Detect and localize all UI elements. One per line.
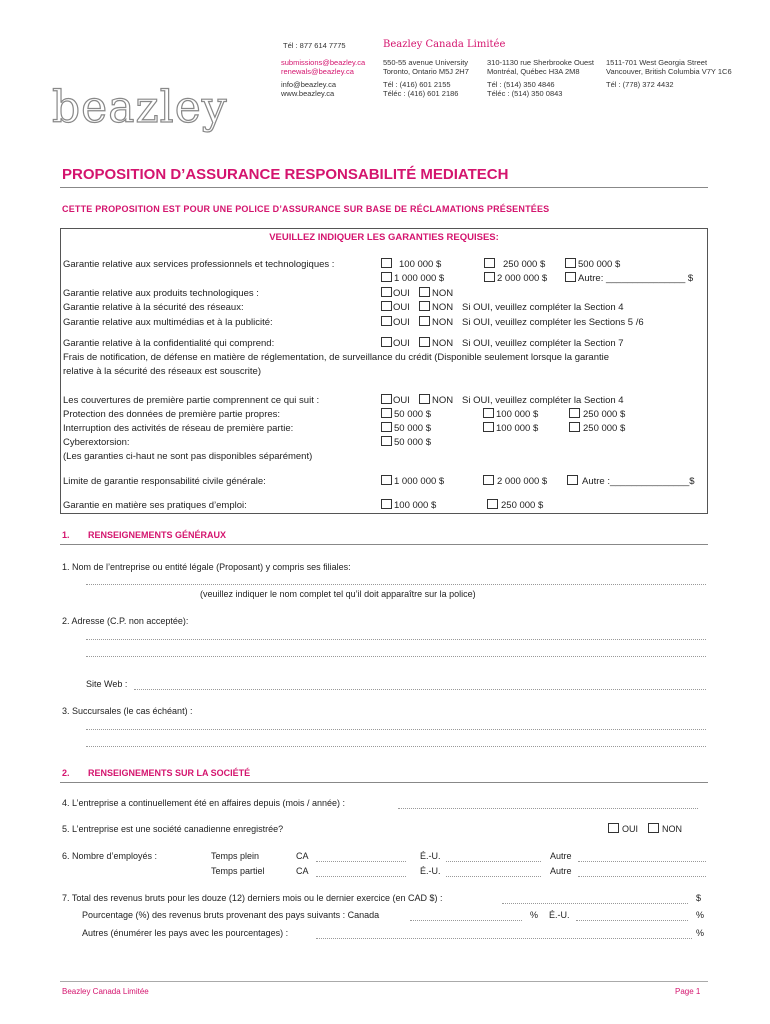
footer-page-number: Page 1 — [675, 987, 701, 996]
privacy-note: Si OUI, veuillez compléter la Section 7 — [462, 338, 624, 349]
cyber-50k-checkbox[interactable] — [381, 436, 392, 446]
others-label: Autres (énumérer les pays avec les pourcentages) : — [82, 928, 289, 938]
gl-other-checkbox[interactable] — [567, 475, 578, 485]
products-non-label: NON — [432, 288, 454, 299]
prof-2m-label: 2 000 000 $ — [497, 273, 548, 284]
first-party-note: Si OUI, veuillez compléter la Section 4 — [462, 395, 624, 406]
prof-250k-label: 250 000 $ — [503, 259, 546, 270]
gl-label: Limite de garantie responsabilité civile générale: — [63, 476, 266, 487]
part-time-ca-field[interactable] — [316, 876, 406, 877]
business-since-field[interactable] — [398, 808, 698, 809]
subtitle: CETTE PROPOSITION EST POUR UNE POLICE D’ASSURANCE SUR BASE DE RÉCLAMATIONS PRÉSENTÉES — [62, 204, 550, 214]
branches-field-1[interactable] — [86, 729, 706, 730]
media-oui-checkbox[interactable] — [381, 316, 392, 326]
prof-100k-label: 100 000 $ — [399, 259, 442, 270]
prof-1m-label: 1 000 000 $ — [394, 273, 445, 284]
media-non-label: NON — [432, 317, 454, 328]
gl-1m-label: 1 000 000 $ — [394, 476, 445, 487]
others-pct-sign: % — [696, 928, 705, 938]
q1-label: 1. Nom de l’entreprise ou entité légale (Proposant) y compris ses filiales: — [62, 562, 351, 572]
registered-oui-checkbox[interactable] — [608, 823, 619, 833]
prof-250k-checkbox[interactable] — [484, 258, 495, 268]
q1-note: (veuillez indiquer le nom complet tel qu’il doit apparaître sur la police) — [200, 589, 476, 599]
website-field[interactable] — [134, 689, 706, 690]
pct-us-field[interactable] — [576, 920, 688, 921]
registered-non-checkbox[interactable] — [648, 823, 659, 833]
q3-label: 3. Succursales (le cas échéant) : — [62, 706, 193, 716]
pct-us-sign: % — [696, 910, 705, 920]
q2-label: 2. Adresse (C.P. non acceptée): — [62, 616, 189, 626]
cyber-label: Cyberextorsion: — [63, 437, 130, 448]
others-field[interactable] — [316, 938, 692, 939]
section-2-heading: 2. RENSEIGNEMENTS SUR LA SOCIÉTÉ — [62, 768, 251, 778]
data-prot-250k-checkbox[interactable] — [569, 408, 580, 418]
security-note: Si OUI, veuillez compléter la Section 4 — [462, 302, 624, 313]
revenue-dollar: $ — [696, 893, 702, 903]
header-info[interactable]: info@beazley.ca www.beazley.ca — [281, 80, 337, 98]
privacy-non-checkbox[interactable] — [419, 337, 430, 347]
notification-text-2: relative à la sécurité des réseaux est souscrite) — [63, 366, 262, 377]
products-oui-label: OUI — [393, 288, 410, 299]
page-title: PROPOSITION D’ASSURANCE RESPONSABILITÉ MEDIATECH — [62, 166, 509, 183]
website-label: Site Web : — [86, 679, 128, 689]
registered-non-label: NON — [662, 824, 682, 834]
footer-divider — [60, 981, 708, 982]
full-time-ca-label: CA — [296, 851, 309, 861]
full-time-us-field[interactable] — [446, 861, 541, 862]
pct-us-label: É.-U. — [549, 910, 570, 920]
interruption-label: Interruption des activités de réseau de première partie: — [63, 423, 294, 434]
security-oui-checkbox[interactable] — [381, 301, 392, 311]
part-time-us-label: É.-U. — [420, 866, 441, 876]
prof-2m-checkbox[interactable] — [484, 272, 495, 282]
emp-100k-label: 100 000 $ — [394, 500, 437, 511]
pct-canada-field[interactable] — [410, 920, 522, 921]
products-oui-checkbox[interactable] — [381, 287, 392, 297]
office-vancouver: 1511-701 West Georgia Street Vancouver, British Columbia V7Y 1C6 Tél : (778) 372 4432 — [606, 58, 732, 89]
pct-label: Pourcentage (%) des revenus bruts provenant des pays suivants : Canada — [82, 910, 380, 920]
interruption-250k-checkbox[interactable] — [569, 422, 580, 432]
interruption-100k-checkbox[interactable] — [483, 422, 494, 432]
not-separate-note: (Les garanties ci-haut ne sont pas disponibles séparément) — [63, 451, 313, 462]
data-prot-100k-checkbox[interactable] — [483, 408, 494, 418]
data-protection-label: Protection des données de première partie propres: — [63, 409, 281, 420]
privacy-label: Garantie relative à la confidentialité qui comprend: — [63, 338, 275, 349]
prof-other-label: Autre: _______________ $ — [578, 273, 694, 284]
header-emails[interactable]: submissions@beazley.ca renewals@beazley.ca — [281, 58, 366, 76]
gl-2m-checkbox[interactable] — [483, 475, 494, 485]
prof-label: Garantie relative aux services professionnels et technologiques : — [63, 259, 335, 270]
section-1-divider — [60, 544, 708, 545]
privacy-oui-label: OUI — [393, 338, 410, 349]
security-non-checkbox[interactable] — [419, 301, 430, 311]
header-company: Beazley Canada Limitée — [383, 39, 506, 50]
prof-other-checkbox[interactable] — [565, 272, 576, 282]
footer-company: Beazley Canada Limitée — [62, 987, 149, 996]
gl-1m-checkbox[interactable] — [381, 475, 392, 485]
data-prot-50k-checkbox[interactable] — [381, 408, 392, 418]
full-time-other-field[interactable] — [578, 861, 706, 862]
media-non-checkbox[interactable] — [419, 316, 430, 326]
part-time-other-label: Autre — [550, 866, 572, 876]
first-party-non-checkbox[interactable] — [419, 394, 430, 404]
interruption-100k-label: 100 000 $ — [496, 423, 539, 434]
cyber-50k-label: 50 000 $ — [394, 437, 431, 448]
media-note: Si OUI, veuillez compléter les Sections 5 /6 — [462, 317, 644, 328]
address-field-1[interactable] — [86, 639, 706, 640]
emp-label: Garantie en matière ses pratiques d’emploi: — [63, 500, 247, 511]
media-oui-label: OUI — [393, 317, 410, 328]
branches-field-2[interactable] — [86, 746, 706, 747]
emp-250k-checkbox[interactable] — [487, 499, 498, 509]
security-oui-label: OUI — [393, 302, 410, 313]
privacy-non-label: NON — [432, 338, 454, 349]
pct-canada-sign: % — [530, 910, 539, 920]
office-montreal: 310-1130 rue Sherbrooke Ouest Montréal, Québec H3A 2M8 Tél : (514) 350 4846 Téléc : (514) 350 0843 — [487, 58, 595, 98]
prof-1m-checkbox[interactable] — [381, 272, 392, 282]
part-time-ca-label: CA — [296, 866, 309, 876]
full-time-label: Temps plein — [211, 851, 260, 861]
coverage-heading: VEUILLEZ INDIQUER LES GARANTIES REQUISES: — [269, 232, 499, 243]
gl-2m-label: 2 000 000 $ — [497, 476, 548, 487]
prof-500k-checkbox[interactable] — [565, 258, 576, 268]
data-prot-50k-label: 50 000 $ — [394, 409, 431, 420]
part-time-label: Temps partiel — [211, 866, 265, 876]
section-2-divider — [60, 782, 708, 783]
prof-500k-label: 500 000 $ — [578, 259, 621, 270]
revenue-field[interactable] — [502, 903, 688, 904]
q4-label: 4. L’entreprise a continuellement été en affaires depuis (mois / année) : — [62, 798, 346, 808]
full-time-other-label: Autre — [550, 851, 572, 861]
interruption-50k-checkbox[interactable] — [381, 422, 392, 432]
gl-other-label: Autre :_______________$ — [582, 476, 695, 487]
prof-100k-checkbox[interactable] — [381, 258, 392, 268]
media-label: Garantie relative aux multimédias et à la publicité: — [63, 317, 273, 328]
q5-label: 5. L’entreprise est une société canadienne enregistrée? — [62, 824, 284, 834]
data-prot-100k-label: 100 000 $ — [496, 409, 539, 420]
security-non-label: NON — [432, 302, 454, 313]
interruption-50k-label: 50 000 $ — [394, 423, 431, 434]
title-divider — [60, 187, 708, 188]
security-label: Garantie relative à la sécurité des réseaux: — [63, 302, 244, 313]
notification-text-1: Frais de notification, de défense en matière de réglementation, de surveillance du crédit (Disponible seulement lorsque la garantie — [63, 352, 610, 363]
section-1-heading: 1. RENSEIGNEMENTS GÉNÉRAUX — [62, 530, 227, 540]
beazley-logo: beazley — [52, 82, 228, 133]
emp-100k-checkbox[interactable] — [381, 499, 392, 509]
interruption-250k-label: 250 000 $ — [583, 423, 626, 434]
q7-label: 7. Total des revenus bruts pour les douze (12) derniers mois ou le dernier exercice (en CAD $) : — [62, 893, 443, 903]
full-time-ca-field[interactable] — [316, 861, 406, 862]
first-party-label: Les couvertures de première partie comprennent ce qui suit : — [63, 395, 320, 406]
office-toronto: 550-55 avenue University Toronto, Ontario M5J 2H7 Tél : (416) 601 2155 Téléc : (416) 601 2186 — [383, 58, 469, 98]
products-non-checkbox[interactable] — [419, 287, 430, 297]
first-party-non-label: NON — [432, 395, 454, 406]
address-field-2[interactable] — [86, 656, 706, 657]
part-time-us-field[interactable] — [446, 876, 541, 877]
part-time-other-field[interactable] — [578, 876, 706, 877]
products-label: Garantie relative aux produits technologiques : — [63, 288, 259, 299]
privacy-oui-checkbox[interactable] — [381, 337, 392, 347]
first-party-oui-label: OUI — [393, 395, 410, 406]
full-time-us-label: É.-U. — [420, 851, 441, 861]
data-prot-250k-label: 250 000 $ — [583, 409, 626, 420]
emp-250k-label: 250 000 $ — [501, 500, 544, 511]
first-party-oui-checkbox[interactable] — [381, 394, 392, 404]
registered-oui-label: OUI — [622, 824, 639, 834]
header-phone: Tél : 877 614 7775 — [283, 41, 346, 50]
q6-label: 6. Nombre d’employés : — [62, 851, 158, 861]
q1-field[interactable] — [86, 584, 706, 585]
